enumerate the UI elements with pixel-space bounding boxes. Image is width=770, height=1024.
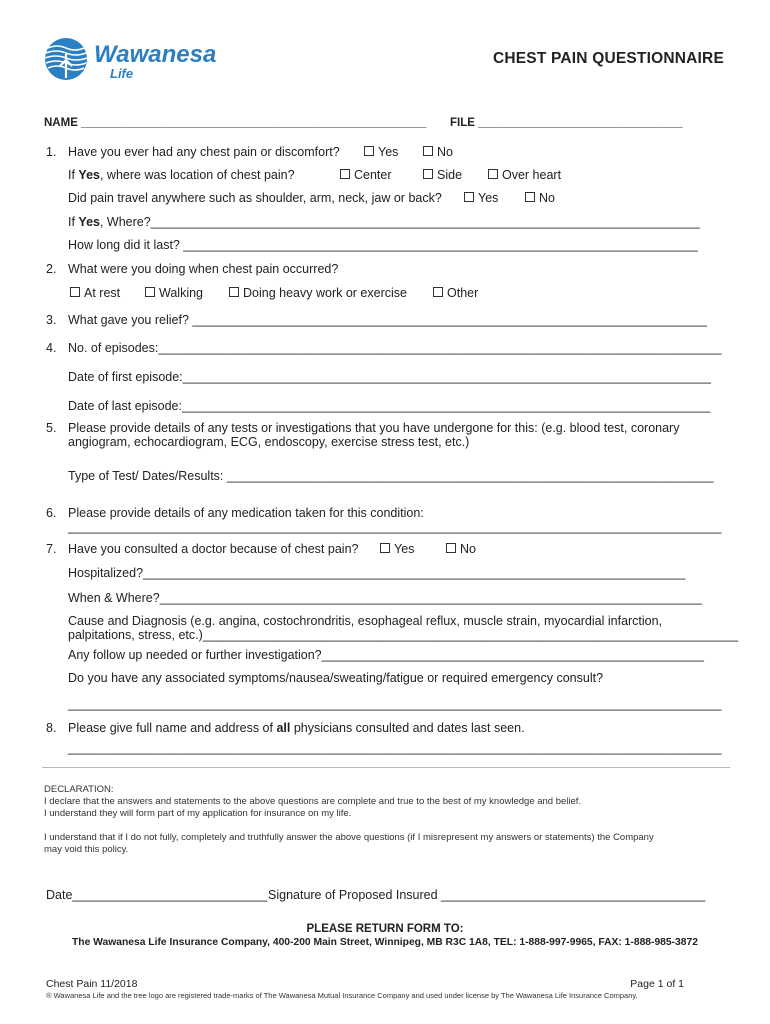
declaration-line-1: I declare that the answers and statements to the above questions are complete and true to the best of my knowledge and belief. — [44, 796, 582, 807]
q1-side-option[interactable]: Side — [423, 168, 462, 182]
checkbox-icon[interactable] — [525, 192, 535, 202]
wawanesa-life-logo — [44, 36, 224, 84]
declaration-line-4: may void this policy. — [44, 844, 129, 855]
checkbox-icon[interactable] — [488, 169, 498, 179]
q1-where-field[interactable]: If Yes, Where?_______________________________________________________________________________ — [68, 215, 700, 229]
declaration-line-2: I understand they will form part of my application for insurance on my life. — [44, 808, 352, 819]
q6-number: 6. — [46, 506, 57, 520]
tree-logo-icon — [44, 36, 224, 84]
q5-type-of-test-field[interactable]: Type of Test/ Dates/Results: ______________________________________________________________________ — [68, 469, 714, 483]
q5-number: 5. — [46, 421, 57, 435]
q2-number: 2. — [46, 262, 57, 276]
checkbox-icon[interactable] — [423, 146, 433, 156]
q8-text: Please give full name and address of all physicians consulted and dates last seen. — [68, 721, 525, 735]
q7-follow-up-field[interactable]: Any follow up needed or further investigation?_______________________________________________________ — [68, 648, 704, 662]
checkbox-icon[interactable] — [464, 192, 474, 202]
q5-text-line2: angiogram, echocardiogram, ECG, endoscopy, exercise stress test, etc.) — [68, 435, 470, 449]
return-heading: PLEASE RETURN FORM TO: — [306, 923, 464, 935]
date-field[interactable]: Date____________________________ — [46, 888, 268, 902]
q5-text-line1: Please provide details of any tests or investigations that you have undergone for this: (e.g. blood test, coronary — [68, 421, 680, 435]
q1-travel-no-option[interactable]: No — [525, 191, 555, 205]
checkbox-icon[interactable] — [145, 287, 155, 297]
q7-symptoms-text: Do you have any associated symptoms/nausea/sweating/fatigue or required emergency consult? — [68, 671, 604, 685]
q2-at-rest-option[interactable]: At rest — [70, 286, 120, 300]
q7-cause-field[interactable]: palpitations, stress, etc.)_____________________________________________________________________________ — [68, 628, 739, 642]
q3-number: 3. — [46, 313, 57, 327]
q1-yes-option[interactable]: Yes — [364, 145, 398, 159]
checkbox-icon[interactable] — [446, 543, 456, 553]
q7-when-where-field[interactable]: When & Where?______________________________________________________________________________ — [68, 591, 702, 605]
q4-number: 4. — [46, 341, 57, 355]
q2-heavy-work-option[interactable]: Doing heavy work or exercise — [229, 286, 407, 300]
svg-text:Life: Life — [110, 66, 134, 81]
checkbox-icon[interactable] — [364, 146, 374, 156]
q8-number: 8. — [46, 721, 57, 735]
declaration-heading: DECLARATION: — [44, 784, 114, 795]
page-title: CHEST PAIN QUESTIONNAIRE — [492, 50, 724, 67]
q1-travel-yes-option[interactable]: Yes — [464, 191, 498, 205]
signature-field[interactable]: Signature of Proposed Insured ______________________________________ — [268, 888, 706, 902]
name-field[interactable]: NAME ______________________________________________________ — [44, 117, 427, 129]
svg-text:Wawanesa: Wawanesa — [94, 41, 217, 68]
q7-cause-line1: Cause and Diagnosis (e.g. angina, costochrondritis, esophageal reflux, muscle strain, myocardial infarction, — [68, 614, 663, 628]
checkbox-icon[interactable] — [229, 287, 239, 297]
q4-episodes-field[interactable]: No. of episodes:_________________________________________________________________________________ — [68, 341, 722, 355]
q1-location-question: If Yes, where was location of chest pain? — [68, 168, 295, 182]
page-number: Page 1 of 1 — [630, 978, 684, 990]
q7-hospitalized-field[interactable]: Hospitalized?______________________________________________________________________________ — [68, 566, 686, 580]
q6-medication-field[interactable]: ______________________________________________________________________________________________ — [68, 520, 722, 534]
q2-other-option[interactable]: Other — [433, 286, 478, 300]
q4-first-episode-field[interactable]: Date of first episode:____________________________________________________________________________ — [68, 370, 711, 384]
section-divider — [42, 767, 730, 768]
q1-center-option[interactable]: Center — [340, 168, 392, 182]
checkbox-icon[interactable] — [423, 169, 433, 179]
q1-travel-question: Did pain travel anywhere such as shoulder, arm, neck, jaw or back? — [68, 191, 442, 205]
return-address: The Wawanesa Life Insurance Company, 400-200 Main Street, Winnipeg, MB R3C 1A8, TEL: 1-888-997-9965, FAX: 1-888-985-3872 — [72, 937, 698, 948]
q2-text: What were you doing when chest pain occurred? — [68, 262, 339, 276]
checkbox-icon[interactable] — [433, 287, 443, 297]
q1-over-heart-option[interactable]: Over heart — [488, 168, 561, 182]
q7-symptoms-field[interactable]: ______________________________________________________________________________________________ — [68, 697, 722, 711]
q7-yes-option[interactable]: Yes — [380, 542, 414, 556]
q4-last-episode-field[interactable]: Date of last episode:____________________________________________________________________________ — [68, 399, 711, 413]
trademark-notice: ® Wawanesa Life and the tree logo are registered trade-marks of The Wawanesa Mutual Insurance Company and used under license by The Wawanesa Life Insurance Company. — [46, 991, 638, 1000]
checkbox-icon[interactable] — [380, 543, 390, 553]
q1-number: 1. — [46, 145, 57, 159]
checkbox-icon[interactable] — [70, 287, 80, 297]
q6-text: Please provide details of any medication taken for this condition: — [68, 506, 424, 520]
q1-how-long-field[interactable]: How long did it last? __________________________________________________________________________ — [68, 238, 698, 252]
q7-no-option[interactable]: No — [446, 542, 476, 556]
file-field[interactable]: FILE ________________________________ — [450, 117, 683, 129]
q2-walking-option[interactable]: Walking — [145, 286, 203, 300]
declaration-line-3: I understand that if I do not fully, completely and truthfully answer the above questions (if I misrepresent my answers or statements) the Company — [44, 832, 654, 843]
q1-no-option[interactable]: No — [423, 145, 453, 159]
q8-physicians-field[interactable]: ______________________________________________________________________________________________ — [68, 741, 722, 755]
q3-relief-field[interactable]: What gave you relief? __________________________________________________________________________ — [68, 313, 707, 327]
checkbox-icon[interactable] — [340, 169, 350, 179]
q7-number: 7. — [46, 542, 57, 556]
form-id: Chest Pain 11/2018 — [46, 978, 138, 990]
q7-text: Have you consulted a doctor because of chest pain? — [68, 542, 359, 556]
q1-text: Have you ever had any chest pain or discomfort? — [68, 145, 340, 159]
